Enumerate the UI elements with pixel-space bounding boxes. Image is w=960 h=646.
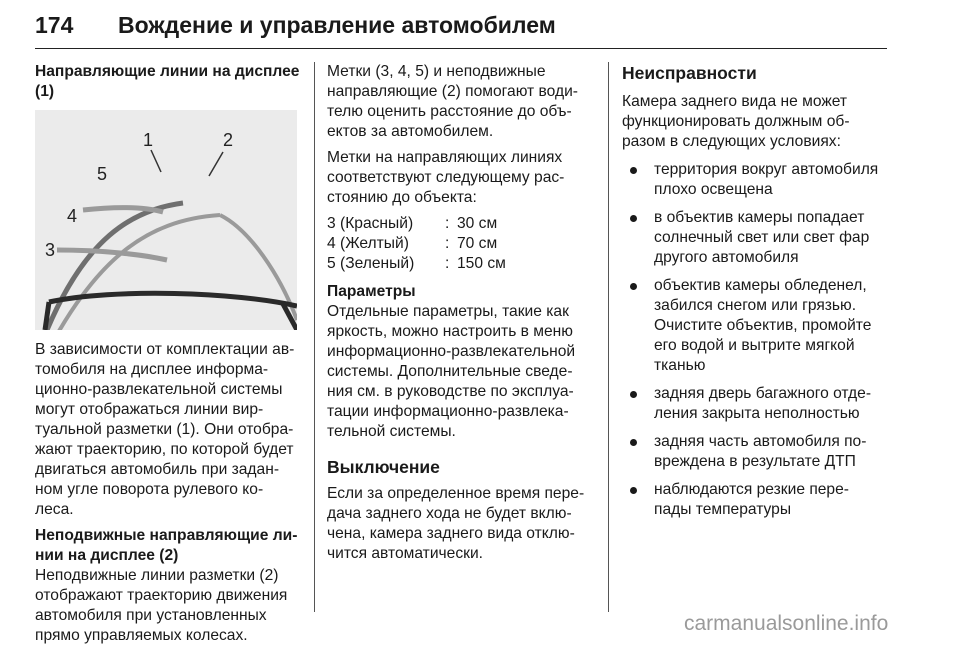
distance-separator: :	[445, 215, 450, 232]
distance-label: 4 (Желтый)	[327, 235, 409, 252]
list-item: территория вокруг автомобиля плохо освещена	[622, 160, 892, 200]
page-number: 174	[35, 12, 74, 38]
paragraph-malfunctions-intro: Камера заднего вида не может функционировать должным об- разом в следующих условиях:	[622, 93, 850, 150]
section-heading-parameters: Параметры	[327, 283, 416, 300]
section-heading-malfunctions: Неисправности	[622, 63, 757, 83]
watermark-link[interactable]: carmanualsonline.info	[684, 612, 889, 635]
paragraph-marks-intro: Метки (3, 4, 5) и неподвижные направляющие (2) помогают води- телю оценить расстояние до объ- ектов за автомобилем.	[327, 63, 578, 140]
paragraph-parameters: Отдельные параметры, такие как яркость, можно настроить в меню информационно-развлекательной системы. Дополнительные сведе- ния см. в руководстве по эксплуа- тации информационно-развлека- тельной системы.	[327, 303, 576, 440]
list-item: задняя часть автомобиля по- вреждена в результате ДТП	[622, 432, 892, 472]
bullet-icon	[630, 391, 637, 398]
paragraph-marks-distance: Метки на направляющих линиях соответствуют следующему рас- стоянию до объекта:	[327, 149, 565, 206]
distance-separator: :	[445, 235, 450, 252]
figure-label-5: 5	[97, 164, 108, 184]
figure-label-3: 3	[45, 240, 56, 260]
figure-label-4: 4	[67, 206, 78, 226]
distance-value: 30 см	[457, 215, 498, 232]
column-middle	[327, 62, 595, 564]
distance-value: 150 см	[457, 255, 506, 272]
paragraph-switch-off: Если за определенное время пере- дача заднего хода не будет вклю- чена, камера заднего вида отклю- чится автоматически.	[327, 485, 585, 562]
distance-label: 3 (Красный)	[327, 215, 414, 232]
distance-table	[327, 214, 595, 274]
distance-separator: :	[445, 255, 450, 272]
column-left	[35, 62, 300, 646]
figure-label-2: 2	[223, 130, 234, 150]
section-heading-fixed-guidelines: Неподвижные направляющие ли- нии на дисплее (2)	[35, 527, 298, 564]
section-heading-switch-off: Выключение	[327, 457, 440, 477]
list-item: объектив камеры обледенел, забился снегом или грязью. Очистите объектив, промойте его водой и вытрите мягкой тканью	[622, 276, 892, 376]
column-right	[622, 62, 892, 520]
distance-value: 70 см	[457, 235, 498, 252]
figure-label-1: 1	[143, 130, 154, 150]
rear-camera-guidelines-figure	[35, 110, 297, 330]
paragraph-fixed-guidelines: Неподвижные линии разметки (2) отображают траекторию движения автомобиля при установленных прямо управляемых колесах.	[35, 567, 288, 644]
bullet-icon	[630, 283, 637, 290]
page-header	[35, 10, 887, 49]
chapter-title: Вождение и управление автомобилем	[118, 12, 556, 38]
column-divider	[314, 62, 315, 612]
section-heading-guidelines: Направляющие линии на дисплее (1)	[35, 63, 300, 100]
bullet-icon	[630, 487, 637, 494]
list-item: задняя дверь багажного отде- ления закрыта неполностью	[622, 384, 892, 424]
list-item: наблюдаются резкие пере- пады температуры	[622, 480, 892, 520]
column-divider	[608, 62, 609, 612]
paragraph-dynamic-guidelines: В зависимости от комплектации ав- томобиля на дисплее информа- ционно-развлекательной системы могут отображаться линии вир- туальной разметки (1). Они отобра- жают траекторию, по которой будет двигаться автомобиль при задан- ном угле поворота рулевого ко- леса.	[35, 341, 295, 518]
bullet-icon	[630, 215, 637, 222]
bullet-icon	[630, 167, 637, 174]
distance-label: 5 (Зеленый)	[327, 255, 415, 272]
list-item: в объектив камеры попадает солнечный свет или свет фар другого автомобиля	[622, 208, 892, 268]
bullet-icon	[630, 439, 637, 446]
